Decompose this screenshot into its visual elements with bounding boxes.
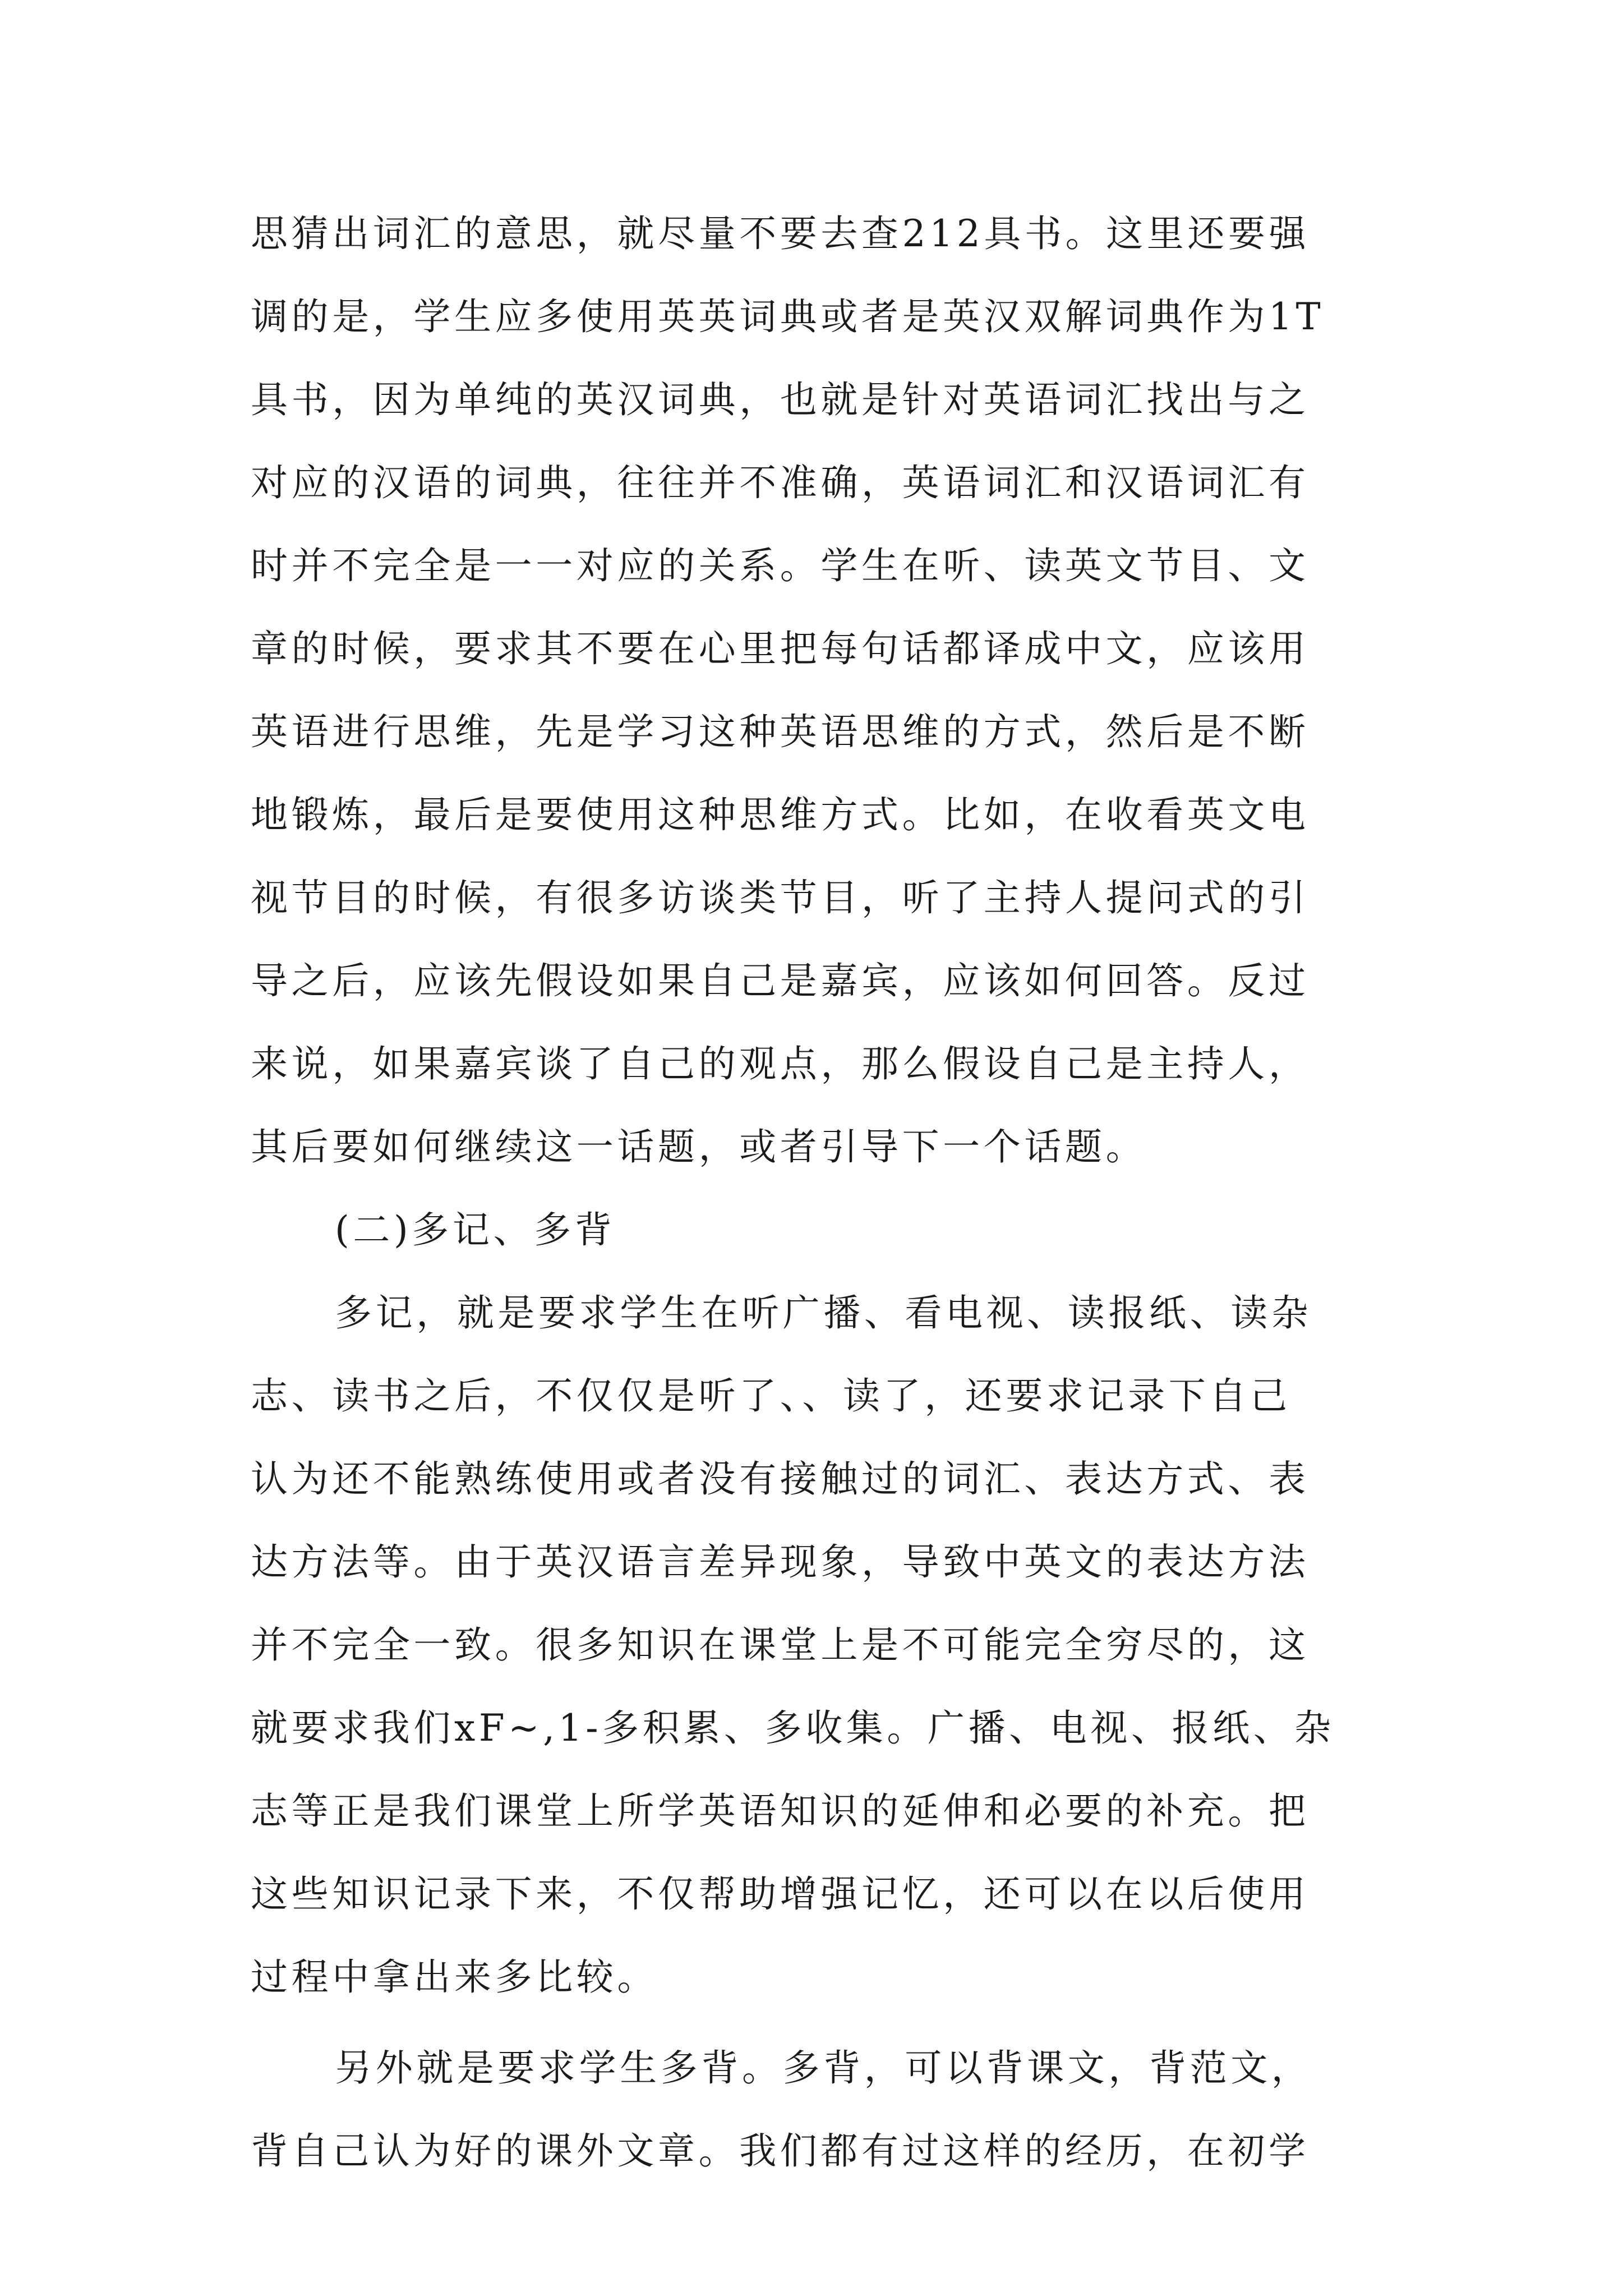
body-text-line: 就要求我们xF~,1-多积累、多收集。广播、电视、报纸、杂	[251, 1706, 1335, 1750]
body-text-line: 章的时候，要求其不要在心里把每句话都译成中文，应该用	[251, 627, 1310, 670]
body-text-line: 认为还不能熟练使用或者没有接触过的词汇、表达方式、表	[251, 1457, 1310, 1501]
body-text-line: 志等正是我们课堂上所学英语知识的延伸和必要的补充。把	[251, 1789, 1310, 1833]
body-text-line: 背自己认为好的课外文章。我们都有过这样的经历，在初学	[251, 2129, 1310, 2173]
section-heading: (二)多记、多背	[335, 1208, 616, 1251]
body-text-line: 另外就是要求学生多背。多背，可以背课文，背范文，	[335, 2046, 1312, 2090]
body-text-line: 并不完全一致。很多知识在课堂上是不可能完全穷尽的，这	[251, 1623, 1310, 1667]
body-text-line: 达方法等。由于英汉语言差异现象，导致中英文的表达方法	[251, 1540, 1310, 1584]
body-text-line: 过程中拿出来多比较。	[251, 1955, 658, 1999]
body-text-line: 时并不完全是一一对应的关系。学生在听、读英文节目、文	[251, 544, 1310, 587]
body-text-line: 来说，如果嘉宾谈了自己的观点，那么假设自己是主持人，	[251, 1042, 1310, 1085]
body-text-line: 英语进行思维，先是学习这种英语思维的方式，然后是不断	[251, 710, 1310, 753]
body-text-line: 多记，就是要求学生在听广播、看电视、读报纸、读杂	[335, 1291, 1312, 1335]
body-text-line: 这些知识记录下来，不仅帮助增强记忆，还可以在以后使用	[251, 1872, 1310, 1916]
body-text-line: 志、读书之后，不仅仅是听了、、读了，还要求记录下自己	[251, 1374, 1291, 1418]
body-text-line: 具书，因为单纯的英汉词典，也就是针对英语词汇找出与之	[251, 378, 1310, 421]
body-text-line: 地锻炼，最后是要使用这种思维方式。比如，在收看英文电	[251, 793, 1310, 836]
body-text-line: 对应的汉语的词典，往往并不准确，英语词汇和汉语词汇有	[251, 461, 1310, 504]
body-text-line: 视节目的时候，有很多访谈类节目，听了主持人提问式的引	[251, 876, 1310, 919]
body-text-line: 调的是，学生应多使用英英词典或者是英汉双解词典作为1T	[251, 295, 1325, 338]
body-text-line: 导之后，应该先假设如果自己是嘉宾，应该如何回答。反过	[251, 959, 1310, 1002]
body-text-line: 思猜出词汇的意思，就尽量不要去查212具书。这里还要强	[251, 212, 1310, 255]
body-text-line: 其后要如何继续这一话题，或者引导下一个话题。	[251, 1125, 1147, 1168]
